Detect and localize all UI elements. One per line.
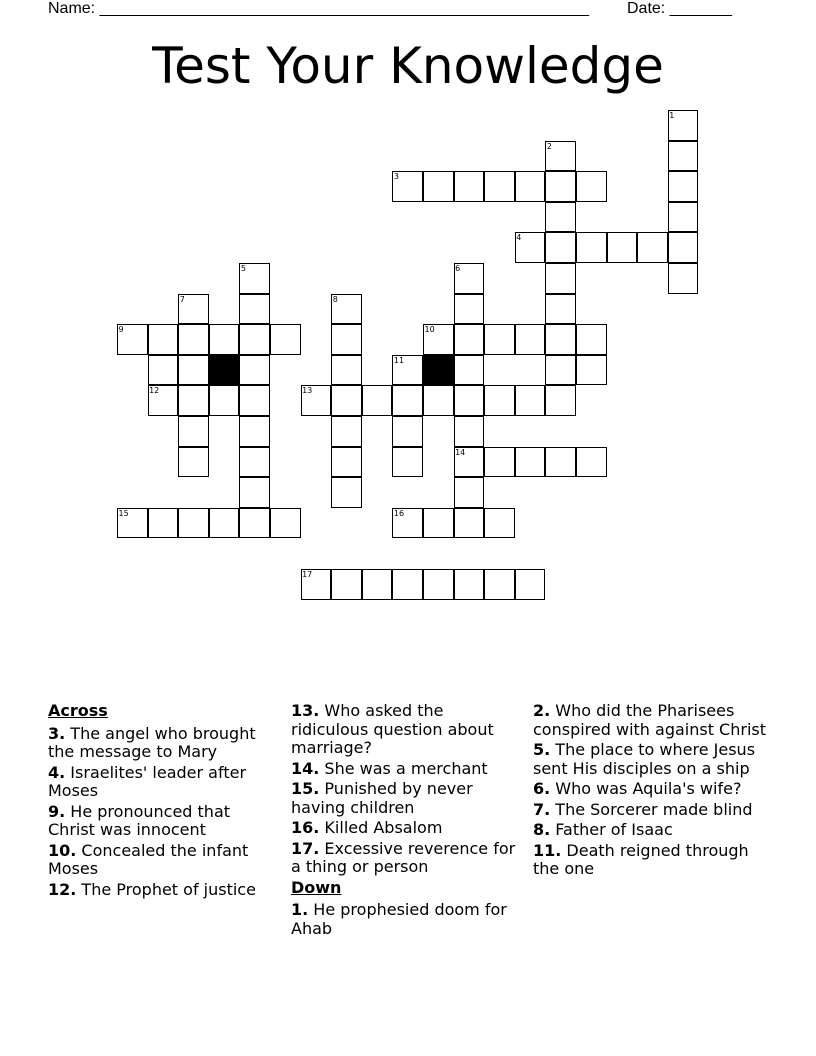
- grid-cell[interactable]: [239, 385, 270, 416]
- grid-cell[interactable]: [454, 294, 485, 325]
- clue-item: 13. Who asked the ridiculous question about marriage?: [291, 701, 494, 757]
- grid-cell[interactable]: [515, 447, 546, 478]
- grid-cell[interactable]: [239, 416, 270, 447]
- grid-cell[interactable]: [331, 385, 362, 416]
- clue-number: 12.: [48, 879, 77, 899]
- clue-number-7: 7: [179, 294, 185, 304]
- clue-number: 14.: [291, 758, 320, 778]
- grid-cell[interactable]: [484, 447, 515, 478]
- grid-cell[interactable]: [239, 477, 270, 508]
- grid-cell[interactable]: [239, 294, 270, 325]
- grid-cell[interactable]: [239, 447, 270, 478]
- grid-cell[interactable]: [454, 508, 485, 539]
- clue-number: 15.: [291, 779, 320, 798]
- grid-cell[interactable]: [423, 569, 454, 600]
- grid-cell[interactable]: [178, 416, 209, 447]
- clue-item: 8. Father of Isaac: [533, 820, 673, 839]
- clue-item: 4. Israelites' leader after Moses: [48, 762, 247, 800]
- grid-cell[interactable]: [392, 447, 423, 478]
- clue-number-5: 5: [240, 264, 246, 273]
- grid-cell[interactable]: [331, 477, 362, 508]
- clue-item: 5. The place to where Jesus sent His disciples on a ship: [533, 740, 756, 778]
- grid-cell[interactable]: [270, 324, 301, 355]
- grid-cell[interactable]: [576, 232, 607, 263]
- clues-heading-across: Across: [48, 701, 108, 720]
- grid-cell[interactable]: [515, 171, 546, 202]
- clue-number: 2.: [533, 701, 551, 720]
- grid-cell[interactable]: [484, 385, 515, 416]
- grid-cell[interactable]: [637, 232, 668, 263]
- clue-number-15: 15: [118, 508, 129, 518]
- clue-item: 3. The angel who brought the message to Mary: [48, 723, 256, 761]
- grid-cell[interactable]: [239, 508, 270, 539]
- grid-block: [209, 355, 240, 386]
- grid-cell[interactable]: [362, 385, 393, 416]
- grid-cell[interactable]: [545, 232, 576, 263]
- clue-number: 5.: [533, 740, 551, 759]
- grid-cell[interactable]: [668, 141, 699, 172]
- grid-cell[interactable]: [239, 355, 270, 386]
- grid-cell[interactable]: [178, 508, 209, 539]
- clue-item: 11. Death reigned through the one: [533, 840, 749, 878]
- clue-item: 17. Excessive reverence for a thing or person: [291, 838, 516, 876]
- grid-cell[interactable]: [576, 355, 607, 386]
- grid-cell[interactable]: [239, 324, 270, 355]
- clue-item: 14. She was a merchant: [291, 758, 488, 778]
- clue-number-17: 17: [302, 570, 313, 579]
- grid-cell[interactable]: [454, 477, 485, 508]
- clues-column-3: [533, 702, 768, 881]
- clue-number-8: 8: [332, 294, 338, 304]
- clue-item: 15. Punished by never having children: [291, 779, 473, 817]
- grid-cell[interactable]: [392, 385, 423, 416]
- grid-cell[interactable]: [545, 385, 576, 416]
- grid-cell[interactable]: [209, 324, 240, 355]
- clue-number: 9.: [48, 801, 66, 821]
- grid-cell[interactable]: [331, 355, 362, 386]
- grid-cell[interactable]: [668, 232, 699, 263]
- date-field-label[interactable]: Date: _______: [627, 0, 732, 17]
- grid-cell[interactable]: [178, 324, 209, 355]
- grid-cell[interactable]: [392, 569, 423, 600]
- clue-item: 1. He prophesied doom for Ahab: [291, 900, 507, 938]
- grid-cell[interactable]: [576, 171, 607, 202]
- clue-number-1: 1: [669, 111, 675, 120]
- grid-cell[interactable]: [392, 416, 423, 447]
- grid-cell[interactable]: [454, 171, 485, 202]
- grid-cell[interactable]: [607, 232, 638, 263]
- grid-cell[interactable]: [515, 569, 546, 600]
- grid-cell[interactable]: [331, 324, 362, 355]
- clue-number: 4.: [48, 762, 66, 782]
- clue-number: 3.: [48, 723, 66, 743]
- clue-number-10: 10: [424, 325, 435, 335]
- grid-cell[interactable]: [668, 263, 699, 294]
- grid-cell[interactable]: [515, 324, 546, 355]
- grid-cell[interactable]: [545, 202, 576, 233]
- grid-cell[interactable]: [148, 324, 179, 355]
- clues-column-2: [291, 702, 516, 940]
- clue-number: 17.: [291, 838, 320, 858]
- clue-number-9: 9: [118, 325, 124, 335]
- clue-number-3: 3: [393, 172, 399, 182]
- clue-number-13: 13: [302, 386, 313, 396]
- name-field-label[interactable]: Name: _______________________________________________________: [48, 0, 589, 17]
- clue-item: 2. Who did the Pharisees conspired with against Christ: [533, 701, 766, 739]
- grid-cell[interactable]: [178, 385, 209, 416]
- grid-cell[interactable]: [484, 569, 515, 600]
- grid-cell[interactable]: [178, 355, 209, 386]
- grid-cell[interactable]: [545, 447, 576, 478]
- clue-item: 9. He pronounced that Christ was innocent: [48, 801, 231, 839]
- grid-cell[interactable]: [423, 385, 454, 416]
- grid-cell[interactable]: [454, 324, 485, 355]
- grid-cell[interactable]: [454, 385, 485, 416]
- clue-number: 1.: [291, 900, 309, 919]
- grid-cell[interactable]: [454, 355, 485, 386]
- grid-cell[interactable]: [668, 202, 699, 233]
- clue-number: 13.: [291, 701, 320, 720]
- clue-number: 16.: [291, 818, 320, 837]
- grid-cell[interactable]: [423, 508, 454, 539]
- grid-cell[interactable]: [209, 385, 240, 416]
- grid-cell[interactable]: [545, 294, 576, 325]
- clue-number-2: 2: [546, 141, 552, 151]
- clue-number: 7.: [533, 799, 551, 819]
- clue-number-12: 12: [149, 386, 160, 396]
- clue-number-16: 16: [393, 508, 405, 518]
- grid-cell[interactable]: [454, 416, 485, 447]
- grid-cell[interactable]: [209, 508, 240, 539]
- grid-cell[interactable]: [270, 508, 301, 539]
- grid-cell[interactable]: [515, 385, 546, 416]
- clue-number-11: 11: [393, 355, 405, 365]
- grid-cell[interactable]: [178, 447, 209, 478]
- clue-item: 12. The Prophet of justice: [48, 879, 256, 899]
- clues-column-1: [48, 702, 273, 901]
- grid-cell[interactable]: [362, 569, 393, 600]
- grid-cell[interactable]: [331, 447, 362, 478]
- grid-block: [423, 355, 454, 386]
- clue-item: 10. Concealed the infant Moses: [48, 840, 249, 878]
- page-title: Test Your Knowledge: [152, 37, 664, 95]
- clue-number-6: 6: [455, 264, 461, 273]
- clue-number: 6.: [533, 779, 551, 798]
- grid-cell[interactable]: [545, 263, 576, 294]
- grid-cell[interactable]: [331, 569, 362, 600]
- grid-cell[interactable]: [484, 508, 515, 539]
- grid-cell[interactable]: [668, 171, 699, 202]
- grid-cell[interactable]: [576, 324, 607, 355]
- clues-heading-down: Down: [291, 877, 342, 897]
- grid-cell[interactable]: [423, 171, 454, 202]
- grid-cell[interactable]: [545, 171, 576, 202]
- grid-cell[interactable]: [545, 324, 576, 355]
- grid-cell[interactable]: [148, 355, 179, 386]
- clue-number: 11.: [533, 840, 562, 860]
- grid-cell[interactable]: [484, 171, 515, 202]
- clue-number-14: 14: [455, 447, 466, 457]
- clue-item: 16. Killed Absalom: [291, 818, 443, 837]
- grid-cell[interactable]: [454, 569, 485, 600]
- clue-number: 8.: [533, 820, 551, 839]
- grid-cell[interactable]: [331, 416, 362, 447]
- clue-number-4: 4: [516, 233, 522, 243]
- grid-cell[interactable]: [484, 324, 515, 355]
- clue-item: 6. Who was Aquila's wife?: [533, 779, 742, 798]
- clue-number: 10.: [48, 840, 77, 860]
- grid-cell[interactable]: [576, 447, 607, 478]
- clue-item: 7. The Sorcerer made blind: [533, 799, 753, 819]
- grid-cell[interactable]: [148, 508, 179, 539]
- grid-cell[interactable]: [545, 355, 576, 386]
